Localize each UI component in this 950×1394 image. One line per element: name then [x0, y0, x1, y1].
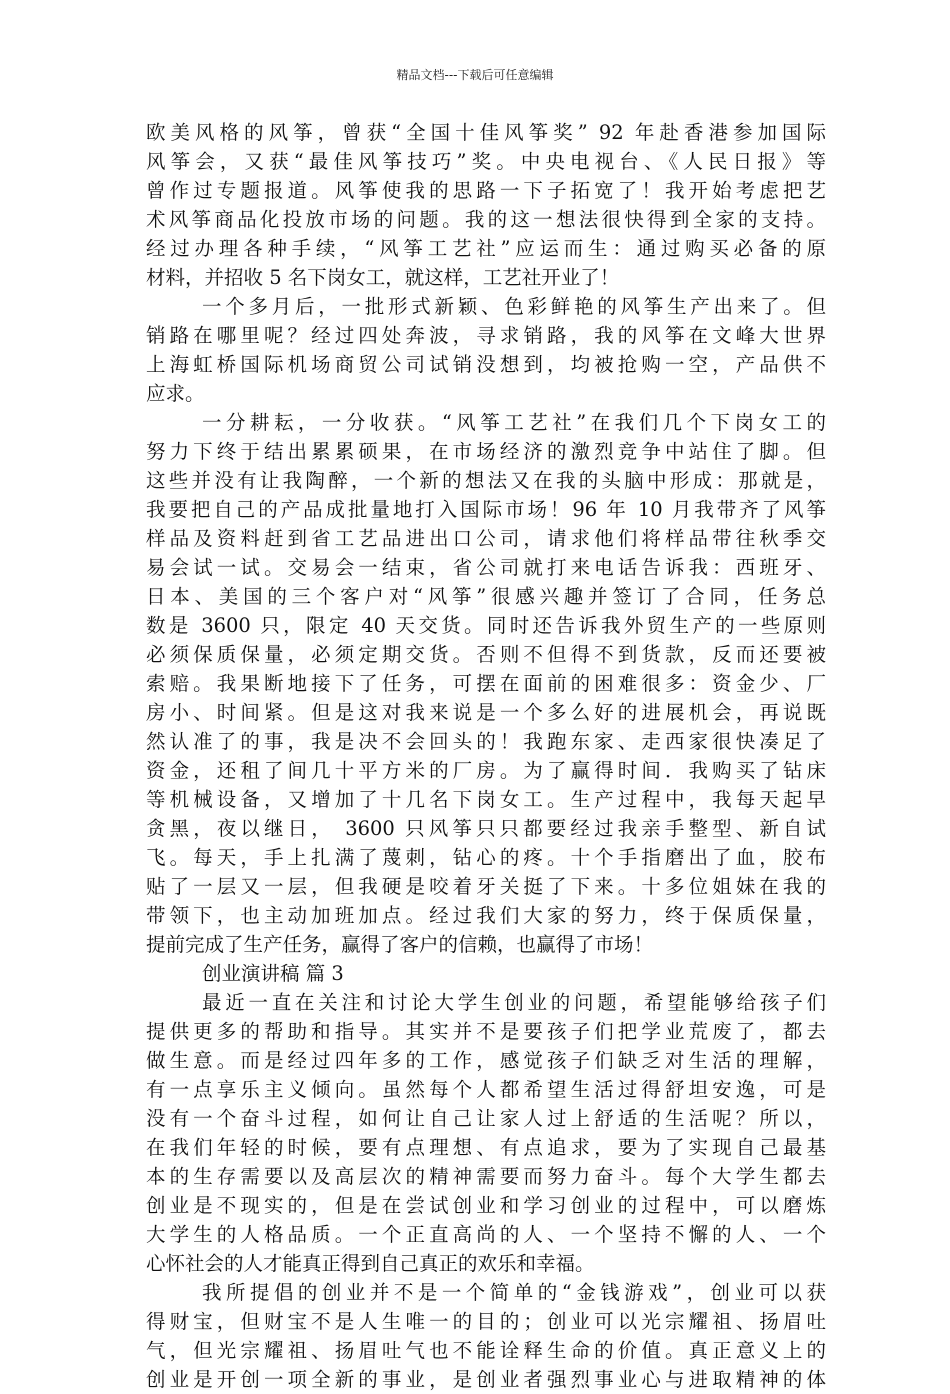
text-line: 欧美风格的风筝，曾获“全国十佳风筝奖” 92 年赴香港参加国际: [146, 121, 826, 144]
text-line: 曾作过专题报道。风筝使我的思路一下子拓宽了！我开始考虑把艺: [146, 179, 826, 202]
text-line: 风筝会，又获“最佳风筝技巧”奖。中央电视台、《人民日报》等: [146, 150, 826, 173]
text-line: 带领下，也主动加班加点。经过我们大家的努力，终于保质保量，: [146, 904, 826, 927]
text-line: 在我们年轻的时候，要有点理想、有点追求，要为了实现自己最基: [146, 1136, 826, 1159]
text-line: 创业演讲稿 篇 3: [202, 962, 344, 985]
text-line: 房小、时间紧。但是这对我来说是一个多么好的进展机会，再说既: [146, 701, 826, 724]
text-line: 大学生的人格品质。一个正直高尚的人、一个坚持不懈的人、一个: [146, 1223, 826, 1246]
text-line: 一个多月后，一批形式新颖、色彩鲜艳的风筝生产出来了。但: [202, 295, 826, 318]
text-line: 贴了一层又一层，但我硬是咬着牙关挺了下来。十多位姐妹在我的: [146, 875, 826, 898]
text-line: 然认准了的事，我是决不会回头的！我跑东家、走西家很快凑足了: [146, 730, 826, 753]
text-line: 经过办理各种手续，“风筝工艺社”应运而生：通过购买必备的原: [146, 237, 826, 260]
text-line: 必须保质保量，必须定期交货。否则不但得不到货款，反而还要被: [146, 643, 826, 666]
text-line: 得财宝，但财宝不是人生唯一的目的；创业可以光宗耀祖、扬眉吐: [146, 1310, 826, 1333]
text-line: 做生意。而是经过四年多的工作，感觉孩子们缺乏对生活的理解，: [146, 1049, 826, 1072]
text-line: 资金，还租了间几十平方米的厂房。为了赢得时间．我购买了钻床: [146, 759, 826, 782]
text-line: 创业是开创一项全新的事业，是创业者强烈事业心与进取精神的体: [146, 1368, 826, 1391]
text-line: 本的生存需要以及高层次的精神需要而努力奋斗。每个大学生都去: [146, 1165, 826, 1188]
paragraph: [146, 1278, 826, 1394]
text-line: 样品及资料赶到省工艺品进出口公司，请求他们将样品带往秋季交: [146, 527, 826, 550]
text-line: 气，但光宗耀祖、扬眉吐气也不能诠释生命的价值。真正意义上的: [146, 1339, 826, 1362]
paragraph: [146, 988, 826, 1278]
text-line: 最近一直在关注和讨论大学生创业的问题，希望能够给孩子们: [202, 991, 826, 1014]
text-line: 提前完成了生产任务，赢得了客户的信赖，也赢得了市场！: [146, 933, 654, 956]
text-line: 努力下终于结出累累硕果，在市场经济的激烈竞争中站住了脚。但: [146, 440, 826, 463]
paragraph: [146, 118, 826, 292]
text-line: 飞。每天，手上扎满了蔑刺，钻心的疼。十个手指磨出了血，胶布: [146, 846, 826, 869]
text-line: 日本、美国的三个客户对“风筝”很感兴趣并签订了合同，任务总: [146, 585, 826, 608]
text-line: 术风筝商品化投放市场的问题。我的这一想法很快得到全家的支持。: [146, 208, 826, 231]
document-body: [146, 118, 826, 1394]
text-line: 我要把自己的产品成批量地打入国际市场！96 年 10 月我带齐了风筝: [146, 498, 826, 521]
text-line: 数是 3600 只，限定 40 天交货。同时还告诉我外贸生产的一些原则: [146, 614, 826, 637]
text-line: 易会试一试。交易会一结束，省公司就打来电话告诉我：西班牙、: [146, 556, 826, 579]
text-line: 销路在哪里呢？经过四处奔波，寻求销路，我的风筝在文峰大世界: [146, 324, 826, 347]
page-header: 精品文档---下载后可任意编辑: [396, 68, 554, 82]
text-line: 应求。: [146, 382, 205, 405]
text-line: 索赔。我果断地接下了任务，可摆在面前的困难很多：资金少、厂: [146, 672, 826, 695]
text-line: 心怀社会的人才能真正得到自己真正的欢乐和幸福。: [146, 1252, 595, 1275]
text-line: 有一点享乐主义倾向。虽然每个人都希望生活过得舒坦安逸，可是: [146, 1078, 826, 1101]
paragraph: [146, 292, 826, 408]
text-line: 贪黑，夜以继日， 3600 只风筝只只都要经过我亲手整型、新自试: [146, 817, 826, 840]
text-line: 上海虹桥国际机场商贸公司试销没想到，均被抢购一空，产品供不: [146, 353, 826, 376]
text-line: 没有一个奋斗过程，如何让自己让家人过上舒适的生活呢？所以，: [146, 1107, 826, 1130]
text-line: 创业是不现实的，但是在尝试创业和学习创业的过程中，可以磨炼: [146, 1194, 826, 1217]
text-line: 等机械设备，又增加了十几名下岗女工。生产过程中，我每天起早: [146, 788, 826, 811]
text-line: 材料，并招收 5 名下岗女工，就这样，工艺社开业了！: [146, 266, 620, 289]
text-line: 提供更多的帮助和指导。其实并不是要孩子们把学业荒废了，都去: [146, 1020, 826, 1043]
text-line: 我所提倡的创业并不是一个简单的“金钱游戏”，创业可以获: [202, 1281, 826, 1304]
text-line: 这些并没有让我陶醉，一个新的想法又在我的头脑中形成：那就是，: [146, 469, 826, 492]
paragraph: [146, 408, 826, 959]
paragraph: [146, 959, 826, 988]
text-line: 一分耕耘，一分收获。“风筝工艺社”在我们几个下岗女工的: [202, 411, 826, 434]
